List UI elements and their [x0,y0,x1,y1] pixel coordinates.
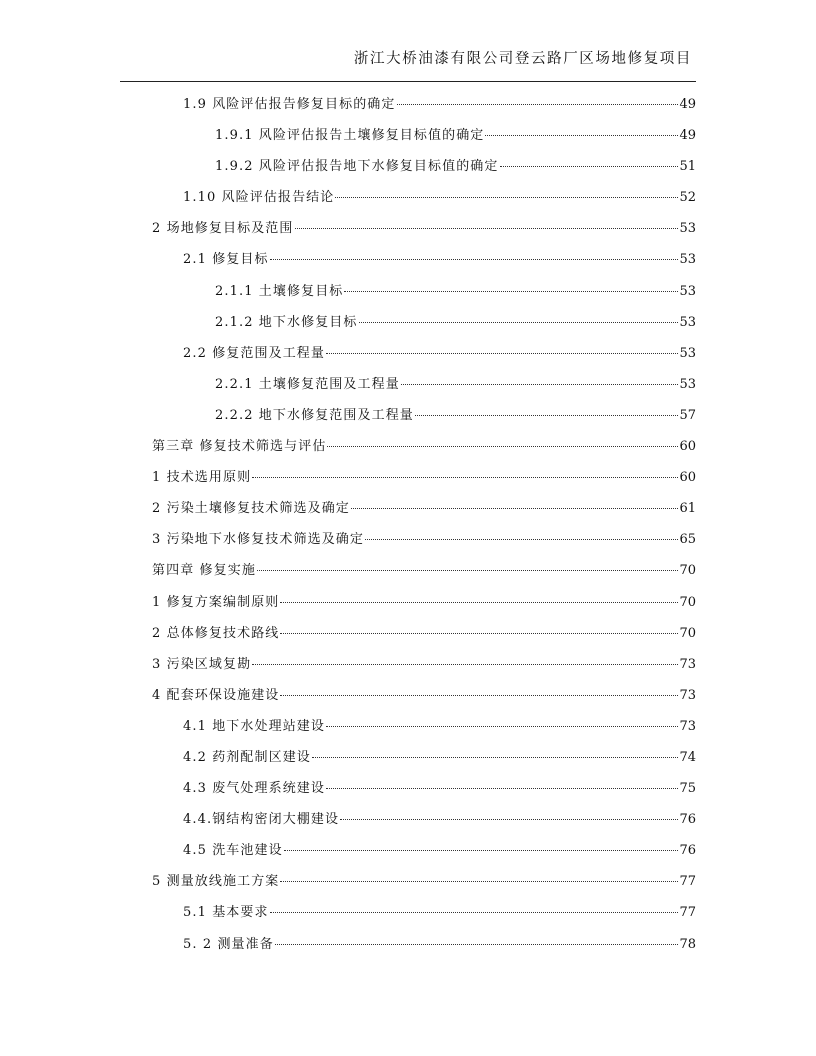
toc-entry-page: 53 [679,314,696,330]
toc-entry[interactable] [152,244,696,275]
toc-dot-leader [359,322,679,323]
toc-entry-title: 3 污染区域复勘 [152,656,252,672]
toc-entry-title: 4.2 药剂配制区建设 [183,749,311,765]
toc-entry-page: 49 [679,128,696,144]
toc-entry-title: 3 污染地下水修复技术筛选及确定 [152,532,365,548]
toc-entry-page: 53 [679,252,696,268]
toc-entry-title: 2.2 修复范围及工程量 [183,345,326,361]
toc-entry-page: 70 [679,625,696,641]
toc-entry-title: 1.9.2 风险评估报告地下水修复目标值的确定 [215,159,499,175]
toc-entry[interactable] [152,742,696,773]
toc-entry-title: 2 污染土壤修复技术筛选及确定 [152,501,350,517]
toc-dot-leader [275,944,679,945]
toc-entry[interactable] [152,276,696,307]
toc-entry-page: 57 [679,407,696,423]
toc-entry[interactable] [152,835,696,866]
toc-entry[interactable] [152,929,696,960]
toc-entry-page: 53 [679,376,696,392]
toc-entry[interactable] [152,773,696,804]
toc-entry-page: 74 [679,749,696,765]
toc-entry-page: 52 [679,190,696,206]
toc-entry[interactable] [152,680,696,711]
toc-entry[interactable] [152,866,696,897]
toc-dot-leader [365,539,678,540]
toc-dot-leader [280,881,678,882]
toc-entry-page: 51 [679,159,696,175]
toc-dot-leader [344,291,678,292]
toc-entry-title: 2.2.2 地下水修复范围及工程量 [215,407,414,423]
toc-entry[interactable] [152,462,696,493]
toc-entry-page: 78 [679,936,696,952]
toc-entry-title: 1 修复方案编制原则 [152,594,280,610]
toc-entry-title: 4.5 洗车池建设 [183,843,283,859]
toc-dot-leader [326,788,678,789]
toc-entry[interactable] [152,307,696,338]
toc-dot-leader [500,166,679,167]
toc-entry[interactable] [152,804,696,835]
toc-entry-title: 第四章 修复实施 [152,563,256,579]
toc-dot-leader [326,353,678,354]
toc-entry-title: 2.1.1 土壤修复目标 [215,283,344,299]
toc-entry[interactable] [152,897,696,928]
toc-entry-page: 75 [679,781,696,797]
toc-entry-page: 73 [679,718,696,734]
toc-entry-title: 5 测量放线施工方案 [152,874,280,890]
toc-entry-title: 第三章 修复技术筛选与评估 [152,439,327,455]
toc-entry-title: 1 技术选用原则 [152,470,252,486]
toc-entry[interactable] [152,587,696,618]
toc-entry-page: 76 [679,843,696,859]
toc-entry-title: 1.9 风险评估报告修复目标的确定 [183,97,396,112]
toc-entry-title: 2.1.2 地下水修复目标 [215,314,358,330]
toc-entry-title: 1.10 风险评估报告结论 [183,190,335,206]
toc-entry[interactable] [152,369,696,400]
toc-entry-title: 1.9.1 风险评估报告土壤修复目标值的确定 [215,128,485,144]
toc-dot-leader [280,695,678,696]
toc-dot-leader [280,602,678,603]
toc-dot-leader [270,912,679,913]
toc-dot-leader [257,570,679,571]
toc-entry-title: 5. 2 测量准备 [183,936,274,952]
toc-dot-leader [280,633,678,634]
toc-entry-page: 70 [679,563,696,579]
toc-entry-page: 70 [679,594,696,610]
toc-entry[interactable] [152,182,696,213]
toc-entry-title: 2.1 修复目标 [183,252,269,268]
toc-entry-page: 73 [679,687,696,703]
toc-entry-title: 4.1 地下水处理站建设 [183,718,326,734]
toc-dot-leader [415,415,679,416]
toc-dot-leader [351,508,679,509]
toc-entry[interactable] [152,338,696,369]
toc-dot-leader [270,259,679,260]
toc-entry-page: 60 [679,470,696,486]
toc-entry-title: 2.2.1 土壤修复范围及工程量 [215,376,400,392]
toc-dot-leader [312,757,679,758]
toc-entry[interactable] [152,649,696,680]
toc-entry-page: 60 [679,439,696,455]
page-header [120,38,696,82]
toc-dot-leader [326,726,678,727]
toc-dot-leader [397,104,679,105]
toc-entry[interactable] [152,151,696,182]
toc-entry-page: 77 [679,874,696,890]
toc-entry-title: 4.4.钢结构密闭大棚建设 [183,812,340,828]
toc-entry[interactable] [152,89,696,120]
toc-dot-leader [284,850,679,851]
toc-entry-title: 2 场地修复目标及范围 [152,221,294,237]
toc-dot-leader [295,228,679,229]
toc-dot-leader [401,384,679,385]
toc-entry-page: 53 [679,283,696,299]
toc-dot-leader [335,197,678,198]
toc-entry[interactable] [152,524,696,555]
toc-entry-page: 49 [679,97,696,112]
toc-dot-leader [327,446,678,447]
toc-entry[interactable] [152,213,696,244]
toc-entry-page: 76 [679,812,696,828]
toc-entry-page: 77 [679,905,696,921]
toc-entry[interactable] [152,555,696,586]
toc-entry[interactable] [152,400,696,431]
toc-dot-leader [252,664,678,665]
toc-entry-page: 61 [679,501,696,517]
toc-entry-page: 65 [679,532,696,548]
toc-entry[interactable] [152,431,696,462]
toc-entry-page: 73 [679,656,696,672]
toc-entry[interactable] [152,711,696,742]
toc-entry[interactable] [152,120,696,151]
toc-dot-leader [485,135,678,136]
toc-dot-leader [252,477,678,478]
toc-entry[interactable] [152,618,696,649]
table-of-contents [152,89,696,960]
toc-entry-title: 4.3 废气处理系统建设 [183,781,326,797]
toc-entry-title: 4 配套环保设施建设 [152,687,280,703]
header-title: 浙江大桥油漆有限公司登云路厂区场地修复项目 [353,51,692,67]
toc-entry-title: 5.1 基本要求 [183,905,269,921]
toc-entry-page: 53 [679,221,696,237]
toc-entry-title: 2 总体修复技术路线 [152,625,280,641]
toc-entry-page: 53 [679,345,696,361]
toc-entry[interactable] [152,493,696,524]
toc-dot-leader [340,819,678,820]
